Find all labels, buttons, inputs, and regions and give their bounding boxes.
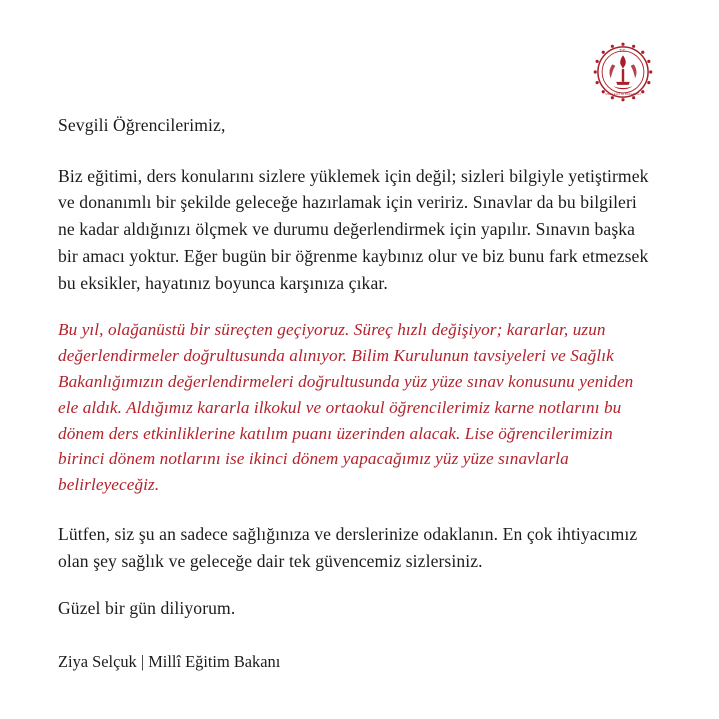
letter-paragraph-1: Biz eğitimi, ders konularını sizlere yüklemek için değil; sizleri bilgiyle yetiştirmek ve donanımlı bir şekilde geleceğe hazırlamak için veririz. Sınavlar da bu bilgileri ne kadar aldığınızı ölçmek ve durumu değerlendirmek için yapılır. Sınavın başka bir amacı yoktur. Eğer bugün bir öğrenme kaybınız olur ve biz bunu fark etmezsek bu eksikler, hayatınız boyunca karşınıza çıkar. bbox=[58, 165, 649, 293]
letter-paragraph-3: Güzel bir gün diliyorum. bbox=[58, 598, 236, 619]
ministry-emblem-icon bbox=[585, 34, 661, 110]
letter-paragraph-highlight: Bu yıl, olağanüstü bir süreçten geçiyoruz. Süreç hızlı değişiyor; kararlar, uzun değerlendirmeler doğrultusunda alınıyor. Bilim Kurulunun tavsiyeleri ve Sağlık Bakanlığımızın değerlendirmeleri doğrultusunda yüz yüze sınav konusunu yeniden ele aldık. Aldığımız kararla ilkokul ve ortaokul öğrencilerimiz karne notlarını bu dönem ders etkinliklerine katılım puanı üzerinden alacak. Lise öğrencilerimizin birinci dönem notlarını ise ikinci dönem yapacağımız yüz yüze sınavlarla belirleyeceğiz. bbox=[58, 320, 634, 495]
letter-body bbox=[58, 112, 658, 691]
emblem-ring-text: MİLLÎ EĞİTİM BAKANLIĞI bbox=[605, 93, 641, 97]
letter-paragraph-2: Lütfen, siz şu an sadece sağlığınıza ve derslerinize odaklanın. En çok ihtiyacımız olan şey sağlık ve geleceğe dair tek güvencemiz sizlersiniz. bbox=[58, 523, 638, 571]
letter-greeting: Sevgili Öğrencilerimiz, bbox=[58, 115, 226, 135]
letter-signature: Ziya Selçuk | Millî Eğitim Bakanı bbox=[58, 652, 281, 672]
emblem-top-text: T.C. bbox=[619, 48, 627, 54]
